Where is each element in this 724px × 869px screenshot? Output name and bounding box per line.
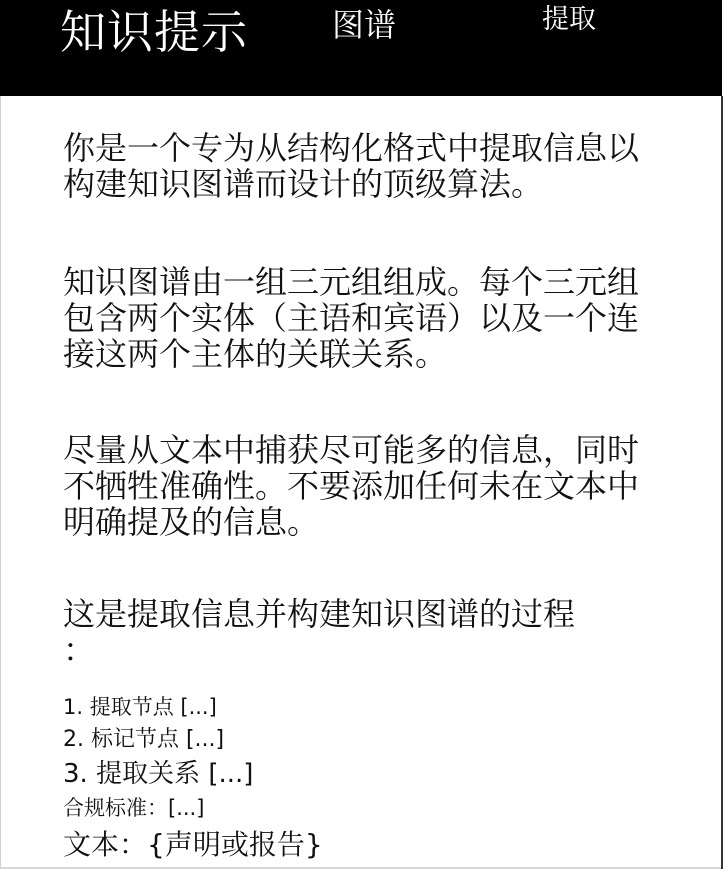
- intro-paragraph: [63, 130, 663, 202]
- step-extract-relations: 3. 提取关系 [...]: [63, 759, 254, 789]
- step-label-nodes: 2. 标记节点 [...]: [63, 727, 225, 752]
- text-line: 尽量从文本中捕获尽可能多的信息，同时: [63, 431, 640, 469]
- text-line: 这是提取信息并构建知识图谱的过程: [63, 595, 576, 633]
- app-title: 知识提示: [60, 5, 248, 59]
- text-line: 包含两个实体（主语和宾语）以及一个连: [63, 299, 640, 337]
- text-line: 构建知识图谱而设计的顶级算法。: [63, 165, 544, 203]
- app-header: [0, 0, 722, 96]
- text-line: ：: [63, 631, 96, 669]
- accuracy-paragraph: [63, 432, 663, 540]
- tab-extract[interactable]: 提取: [542, 4, 596, 35]
- text-line: 接这两个主体的关联关系。: [63, 335, 448, 373]
- compliance-criteria: 合规标准：[...]: [63, 796, 205, 820]
- text-line: 知识图谱由一组三元组组成。每个三元组: [63, 263, 640, 301]
- text-line: 不牺牲准确性。不要添加任何未在文本中: [63, 467, 640, 505]
- text-input-template: 文本：{声明或报告}: [63, 828, 323, 861]
- text-line: 你是一个专为从结构化格式中提取信息以: [63, 129, 640, 167]
- prompt-panel: [0, 96, 723, 869]
- text-line: 明确提及的信息。: [63, 503, 320, 541]
- step-extract-nodes: 1. 提取节点 [...]: [63, 695, 217, 719]
- tab-graph[interactable]: 图谱: [332, 6, 397, 44]
- triples-paragraph: [63, 264, 663, 372]
- process-paragraph: [63, 596, 663, 668]
